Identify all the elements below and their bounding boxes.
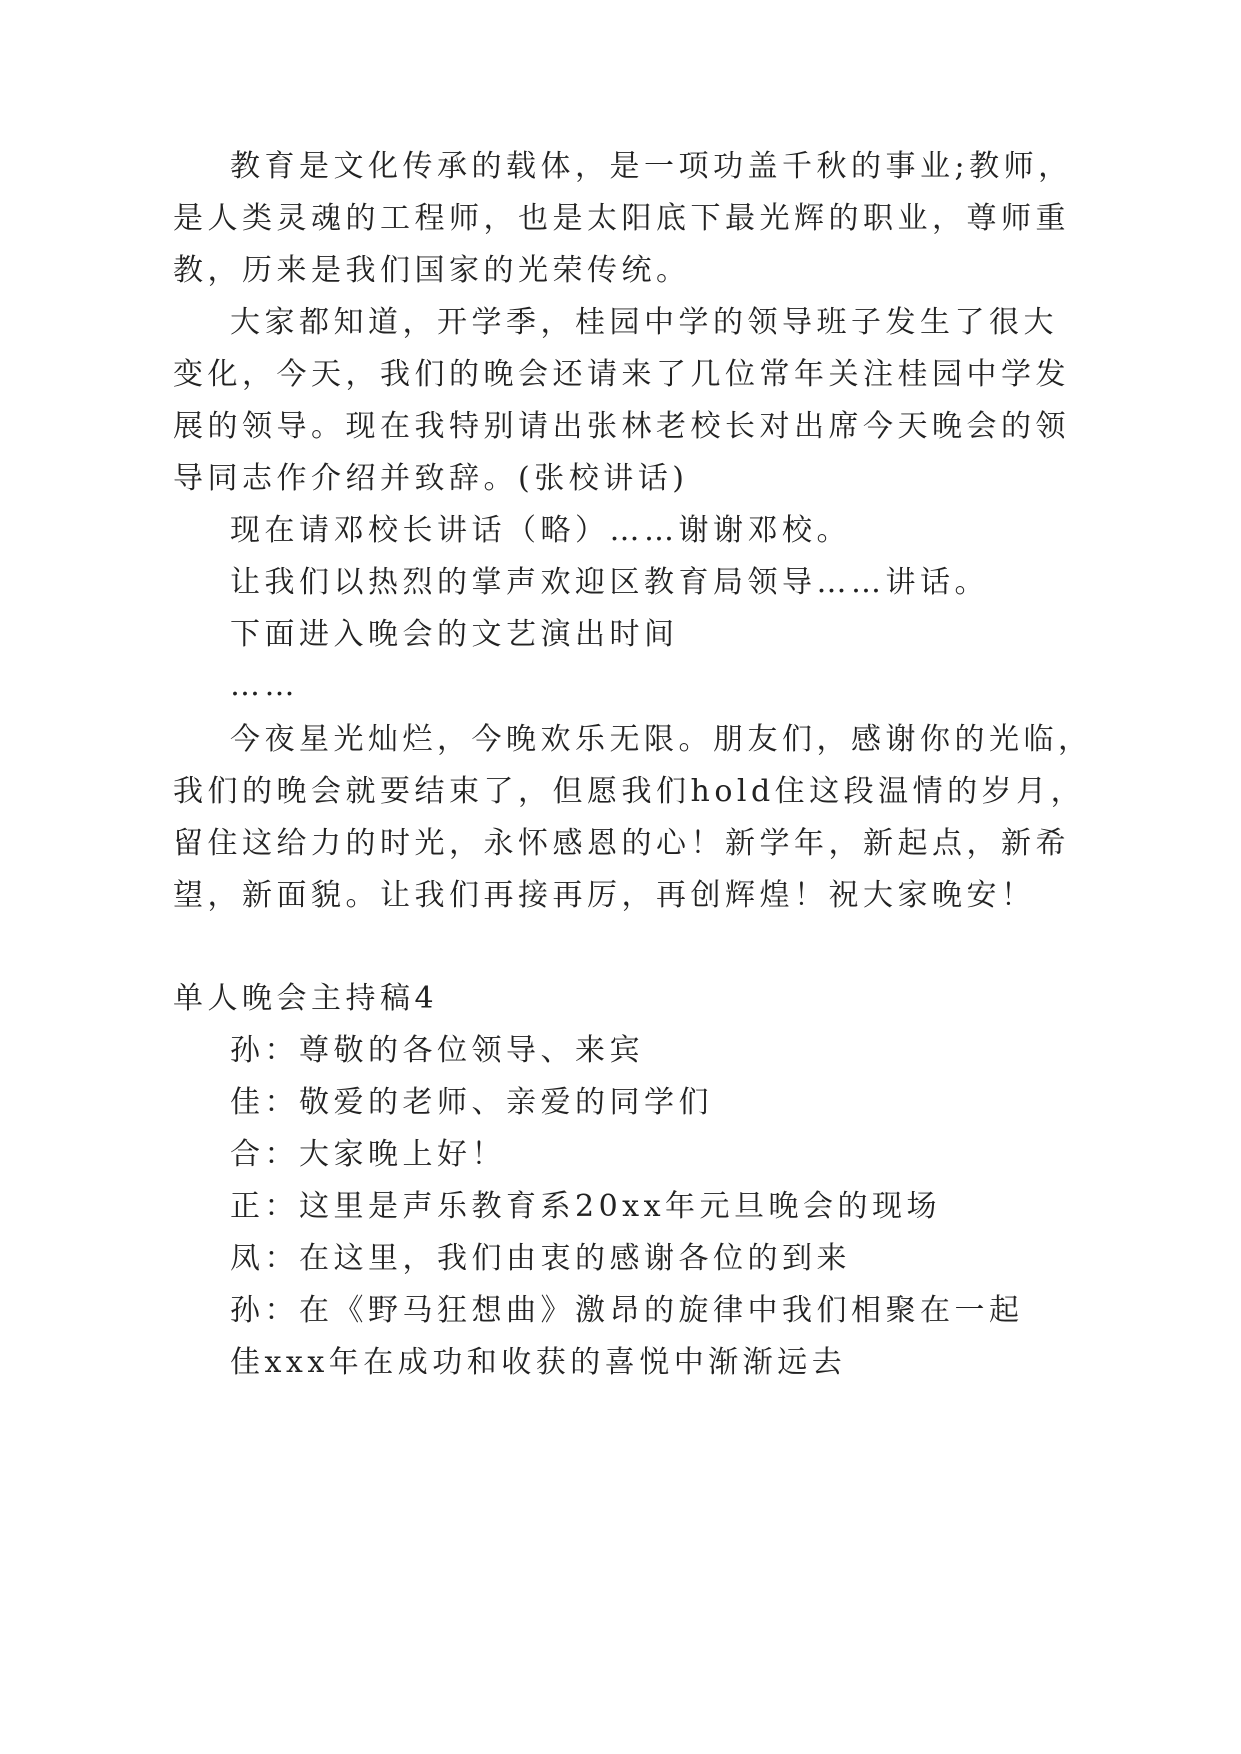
paragraph-6-line-1: …… [230,668,299,703]
paragraph-1-line-2: 是人类灵魂的工程师，也是太阳底下最光辉的职业，尊师重 [173,201,1070,236]
dialogue-line-3: 合：大家晚上好！ [230,1137,506,1172]
paragraph-7-line-2: 我们的晚会就要结束了，但愿我们hold住这段温情的岁月， [173,774,1086,809]
paragraph-1-line-1: 教育是文化传承的载体，是一项功盖千秋的事业;教师， [230,149,1073,184]
paragraph-3-line-1: 现在请邓校长讲话（略）……谢谢邓校。 [230,513,851,548]
paragraph-7-line-3: 留住这给力的时光，永怀感恩的心！新学年，新起点，新希 [173,826,1070,861]
paragraph-5-line-1: 下面进入晚会的文艺演出时间 [230,617,679,652]
section-heading: 单人晚会主持稿4 [173,981,439,1016]
dialogue-line-7: 佳xxx年在成功和收获的喜悦中渐渐远去 [230,1345,847,1380]
paragraph-4-line-1: 让我们以热烈的掌声欢迎区教育局领导……讲话。 [230,565,989,600]
dialogue-line-4: 正：这里是声乐教育系20xx年元旦晚会的现场 [230,1189,942,1224]
paragraph-1-line-3: 教，历来是我们国家的光荣传统。 [173,253,691,288]
dialogue-line-1: 孙：尊敬的各位领导、来宾 [230,1033,644,1068]
dialogue-line-5: 凤：在这里，我们由衷的感谢各位的到来 [230,1241,851,1276]
dialogue-line-6: 孙：在《野马狂想曲》激昂的旋律中我们相聚在一起 [230,1293,1024,1328]
paragraph-2-line-2: 变化，今天，我们的晚会还请来了几位常年关注桂园中学发 [173,357,1070,392]
paragraph-7-line-1: 今夜星光灿烂，今晚欢乐无限。朋友们，感谢你的光临， [230,722,1093,757]
dialogue-line-2: 佳：敬爱的老师、亲爱的同学们 [230,1085,713,1120]
paragraph-2-line-1: 大家都知道，开学季，桂园中学的领导班子发生了很大 [230,305,1058,340]
paragraph-2-line-4: 导同志作介绍并致辞。(张校讲话) [173,461,689,496]
paragraph-2-line-3: 展的领导。现在我特别请出张林老校长对出席今天晚会的领 [173,409,1070,444]
paragraph-7-line-4: 望，新面貌。让我们再接再厉，再创辉煌！祝大家晚安！ [173,878,1036,913]
